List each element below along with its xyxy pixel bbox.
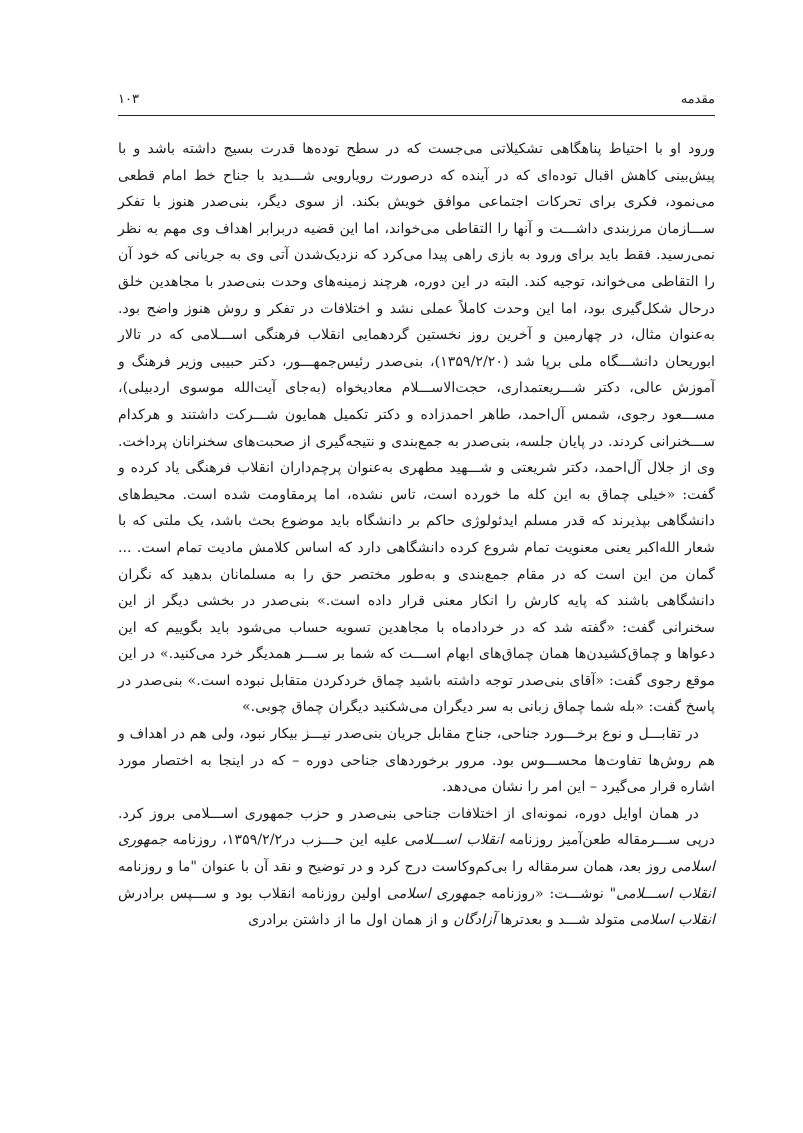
section-title: مقدمه (680, 92, 715, 107)
paragraph-1: ورود او با احتیاط پناهگاهی تشکیلاتی می‌جست که در سطح توده‌ها قدرت بسیج داشته باشد و با پیش‌بینی کاهش اقبال توده‌ای که در آینده که درصورت رویارویی شـــدید با جناح خط امام قطعی می‌نمود، فکری برای تحرکات اجتماعی موافق خویش بکند. از سوی دیگر، بنی‌صدر هنوز با تفکر ســـازمان مرزبندی داشـــت و آنها را التقاطی می‌خواند، اما این قضیه دربرابر اهداف وی مهم به نظر نمی‌رسید. فقط باید برای ورود به بازی راهی پیدا می‌کرد که نزدیک‌شدن آتی وی به جریانی که خود آن را التقاطی می‌خواند، توجیه کند. البته در این دوره، هرچند زمینه‌های وحدت بنی‌صدر با مجاهدین خلق درحال شکل‌گیری بود، اما این وحدت کاملاً عملی نشد و اختلافات در تفکر و روش هنوز واضح بود. به‌عنوان مثال، در چهارمین و آخرین روز نخستین گردهمایی انقلاب فرهنگی اســـلامی که در تالار ابوریحان دانشـــگاه ملی برپا شد (۱۳۵۹/۲/۲۰)، بنی‌صدر رئیس‌جمهـــور، دکتر حبیبی وزیر فرهنگ و آموزش عالی، دکتر شـــریعتمداری، حجت‌الاســـلام معادیخواه (بەجای آیت‌الله موسوی اردبیلی)، مســـعود رجوی، شمس آل‌احمد، طاهر احمدزاده و دکتر تکمیل همایون شـــرکت داشتند و هرکدام ســـخنرانی کردند. در پایان جلسه، بنی‌صدر به جمع‌بندی و نتیجه‌گیری از صحبت‌های سخنرانان پرداخت. وی از جلال آل‌احمد، دکتر شریعتی و شـــهید مطهری به‌عنوان پرچم‌داران انقلاب فرهنگی یاد کرده و گفت: «خیلی چماق به این کله ما خورده است، تاس نشده، اما پرمقاومت شده است. محیط‌های دانشگاهی بپذیرند که قدر مسلم ایدئولوژی حاکم بر دانشگاه باید موضوع بحث باشد، یک ملتی که با شعار الله‌اکبر یعنی معنویت تمام شروع کرده دانشگاهی دارد که اساس کلامش مادیت تمام است. ... گمان من این است که در مقام جمع‌بندی و به‌طور مختصر حق را به مسلمانان بدهید که نگران دانشگاهی باشند که پایه کارش را انکار معنی قرار داده است.» بنی‌صدر در بخشی دیگر از این سخنرانی گفت: «گفته شد که در خردادماه با مجاهدین تسویه حساب می‌شود باید بگوییم که این دعواها و چماق‌کشیدن‌ها همان چماق‌های ابهام اســـت که شما بر ســـر همدیگر خرد می‌کنید.» در این موقع رجوی گفت: «آقای بنی‌صدر توجه داشته باشید چماق خردکردن متقابل نبوده است.» بنی‌صدر در پاسخ گفت: «بله شما چماق زبانی به سر دیگران می‌شکنید دیگران چماق چوبی.» (118, 141, 715, 716)
text-run: " نوشـــت: «روزنامه (485, 885, 617, 902)
paragraph-2: در تقابـــل و نوع برخـــورد جناحی، جناح مقابل جریان بنی‌صدر نیـــز بیکار نبود، ولی هم در اهداف و هم روش‌ها تفاوت‌ها محســـوس بود. مرور برخوردهای جناحی دوره – که در اینجا به اختصار مورد اشاره قرار می‌گیرد – این امر را نشان می‌دهد. (118, 726, 715, 796)
text-run: علیه این حـــزب در۱۳۵۹/۲/۲، روزنامه (166, 832, 405, 849)
header-rule (118, 115, 715, 116)
newspaper-name: انقلاب اســـلامی (616, 885, 715, 902)
page-number: ۱۰۳ (118, 92, 139, 107)
text-run: روز بعد، همان سرمقاله را بی‌کم‌وکاست درج کرد و در توضیح و نقد آن با عنوان "ما و روزنامه (118, 859, 672, 876)
text-run: اولین روزنامه انقلاب بود و ســـپس برادرش (118, 885, 387, 902)
text-run: در همان اوایل دوره، نمونه‌ای از اختلافات جناحی بنی‌صدر و حزب جمهوری اســـلامی بروز کرد. درپی ســـرمقاله طعن‌آمیز روزنامه (118, 805, 715, 849)
body-text (118, 136, 715, 934)
newspaper-name: انقلاب اســـلامی (404, 832, 504, 849)
newspaper-name: جمهوری اسلامی (118, 832, 715, 876)
newspaper-name: انقلاب اسلامی (629, 912, 715, 929)
newspaper-name: جمهوری اسلامی (386, 885, 486, 902)
newspaper-name: آزادگان (453, 912, 496, 929)
paragraph-3 (118, 801, 715, 934)
text-run: متولد شـــد و بعدترها (495, 912, 630, 929)
text-run: و از همان اول ما از داشتن برادری (248, 912, 454, 929)
running-header (118, 88, 715, 112)
